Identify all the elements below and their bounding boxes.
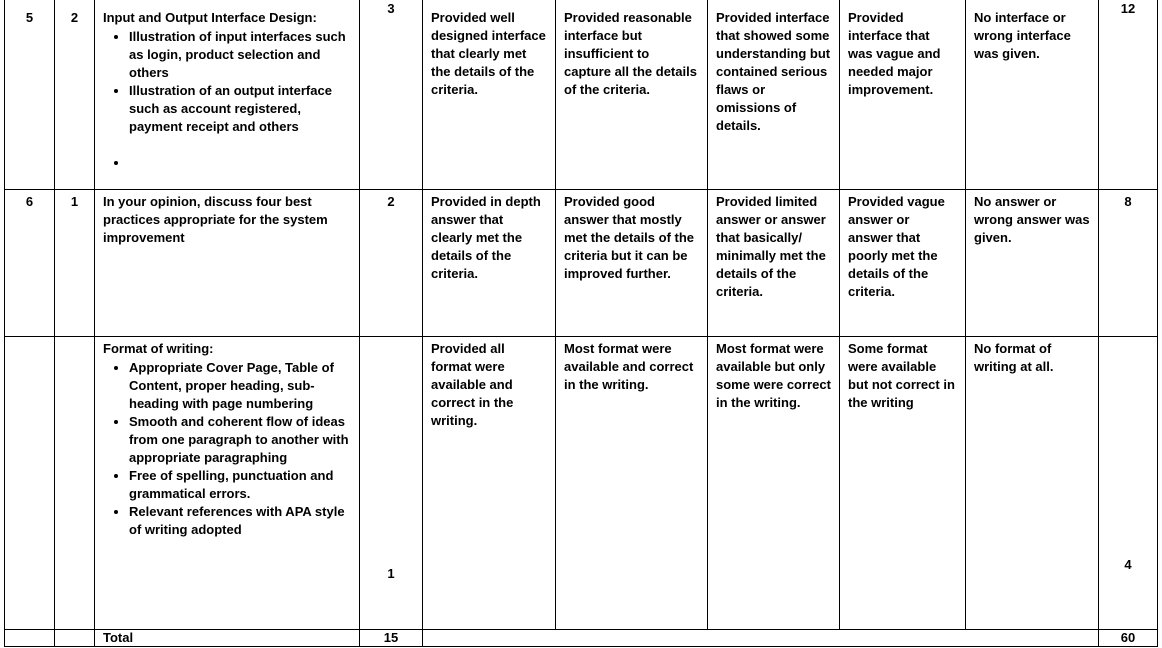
criteria-title: Input and Output Interface Design: [103,10,317,25]
question-number: 6 [5,190,55,337]
sub-number: 1 [55,190,95,337]
table-row [5,337,1158,630]
criteria-cell [95,190,360,337]
rubric-table [4,0,1158,647]
list-item: • Appropriate Cover Page, Table of Content, proper heading, sub-heading with page numbering [129,359,351,413]
question-number [5,337,55,630]
list-item: • Illustration of an output interface such as account registered, payment receipt and others [129,82,351,136]
empty-cell [423,630,1099,647]
total-cell: 8 [1099,190,1158,337]
excellent-cell: Provided all format were available and correct in the writing. [423,337,556,630]
total-label: Total [95,630,360,647]
list-item: • Smooth and coherent flow of ideas from one paragraph to another with appropriate paragraphing [129,413,351,467]
sub-number: 2 [55,0,95,190]
total-marks: 15 [360,630,423,647]
fair-cell: Most format were available but only some were correct in the writing. [708,337,840,630]
marks-cell: 2 [360,190,423,337]
question-number: 5 [5,0,55,190]
good-cell: Most format were available and correct in the writing. [556,337,708,630]
excellent-cell: Provided in depth answer that clearly met the details of the criteria. [423,190,556,337]
poor-cell: Provided interface that was vague and needed major improvement. [840,0,966,190]
total-cell: 4 [1099,337,1158,630]
criteria-cell [95,0,360,190]
criteria-title: Format of writing: [103,341,214,356]
empty-cell [55,630,95,647]
empty-bullet [129,154,351,172]
marks-cell: 1 [360,337,423,630]
criteria-bullets [103,359,351,539]
none-cell: No format of writing at all. [966,337,1099,630]
total-row [5,630,1158,647]
criteria-cell [95,337,360,630]
none-cell: No answer or wrong answer was given. [966,190,1099,337]
list-item: • Relevant references with APA style of writing adopted [129,503,351,539]
good-cell: Provided reasonable interface but insufficient to capture all the details of the criteria. [556,0,708,190]
poor-cell: Provided vague answer or answer that poorly met the details of the criteria. [840,190,966,337]
empty-cell [5,630,55,647]
list-item: • Free of spelling, punctuation and grammatical errors. [129,467,351,503]
criteria-title: In your opinion, discuss four best practices appropriate for the system improvement [103,194,328,245]
table-row [5,190,1158,337]
fair-cell: Provided limited answer or answer that basically/ minimally met the details of the criteria. [708,190,840,337]
total-cell: 12 [1099,0,1158,190]
criteria-bullets [103,28,351,172]
good-cell: Provided good answer that mostly met the details of the criteria but it can be improved further. [556,190,708,337]
list-item: • Illustration of input interfaces such as login, product selection and others [129,28,351,82]
excellent-cell: Provided well designed interface that clearly met the details of the criteria. [423,0,556,190]
marks-cell: 3 [360,0,423,190]
table-row [5,0,1158,190]
grand-total: 60 [1099,630,1158,647]
fair-cell: Provided interface that showed some understanding but contained serious flaws or omissions of details. [708,0,840,190]
poor-cell: Some format were available but not correct in the writing [840,337,966,630]
sub-number [55,337,95,630]
none-cell: No interface or wrong interface was given. [966,0,1099,190]
